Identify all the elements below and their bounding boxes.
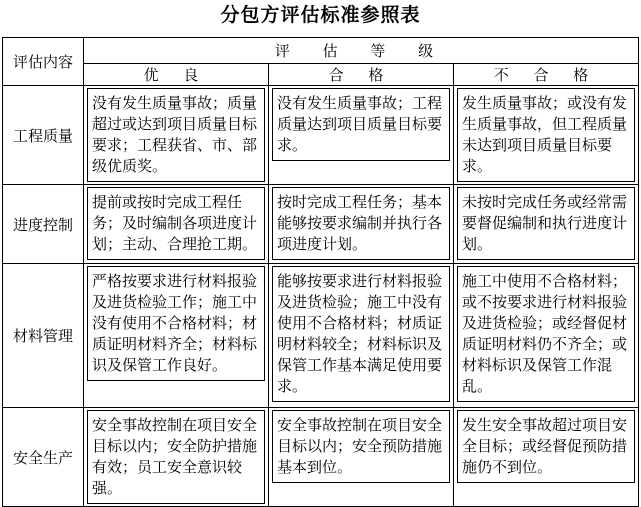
page-title: 分包方评估标准参照表 [220,4,421,26]
table-cell [84,264,269,408]
table-cell [454,264,639,408]
table-cell [84,185,269,264]
category-quality: 工程质量 [3,86,84,185]
table-cell [269,185,454,264]
table-row [3,264,639,408]
header-grade-label: 评 估 等 级 [84,38,639,64]
cell-text: 发生安全事故超过项目安全目标；或经督促预防措施仍不到位。 [457,410,635,483]
table-cell [84,86,269,185]
cell-text: 没有发生质量事故；工程质量达到项目质量目标要求。 [272,88,450,161]
table-cell [269,408,454,507]
table-cell [454,86,639,185]
cell-text: 按时完成工程任务；基本能够按要求编制并执行各项进度计划。 [272,187,450,260]
table-row [3,185,639,264]
cell-text: 能够按要求进行材料报验及进货检验；施工中没有使用不合格材料；材质证明材料较全；材料标识及保管工作基本满足使用要求。 [272,266,450,402]
category-safety: 安全生产 [3,408,84,507]
category-materials: 材料管理 [3,264,84,408]
category-schedule: 进度控制 [3,185,84,264]
table-cell [454,408,639,507]
level-excellent: 优 良 [84,64,269,86]
table-cell [84,408,269,507]
table-cell [269,86,454,185]
cell-text: 提前或按时完成工程任务；及时编制各项进度计划；主动、合理抢工期。 [87,187,265,260]
cell-text: 严格按要求进行材料报验及进货检验工作；施工中没有使用不合格材料；材质证明材料齐全；材料标识及保管工作良好。 [87,266,265,381]
cell-text: 没有发生质量事故；质量超过或达到项目质量目标要求；工程获省、市、部级优质奖。 [87,88,265,182]
table-row [3,86,639,185]
header-row-levels [3,64,639,86]
level-unqualified: 不 合 格 [454,64,639,86]
cell-text: 发生质量事故；或没有发生质量事故，但工程质量未达到项目质量目标要求。 [457,88,635,182]
evaluation-table [2,37,639,507]
header-row-grade [3,38,639,64]
table-row [3,408,639,507]
header-content-label: 评估内容 [3,38,84,86]
level-qualified: 合 格 [269,64,454,86]
cell-text: 安全事故控制在项目安全目标以内；安全预防措施基本到位。 [272,410,450,483]
cell-text: 施工中使用不合格材料；或不按要求进行材料报验及进货检验；或经督促材质证明材料仍不齐全；或材料标识及保管工作混乱。 [457,266,635,402]
cell-text: 安全事故控制在项目安全目标以内；安全防护措施有效；员工安全意识较强。 [87,410,265,504]
table-cell [454,185,639,264]
cell-text: 未按时完成任务或经常需要督促编制和执行进度计划。 [457,187,635,260]
table-cell [269,264,454,408]
